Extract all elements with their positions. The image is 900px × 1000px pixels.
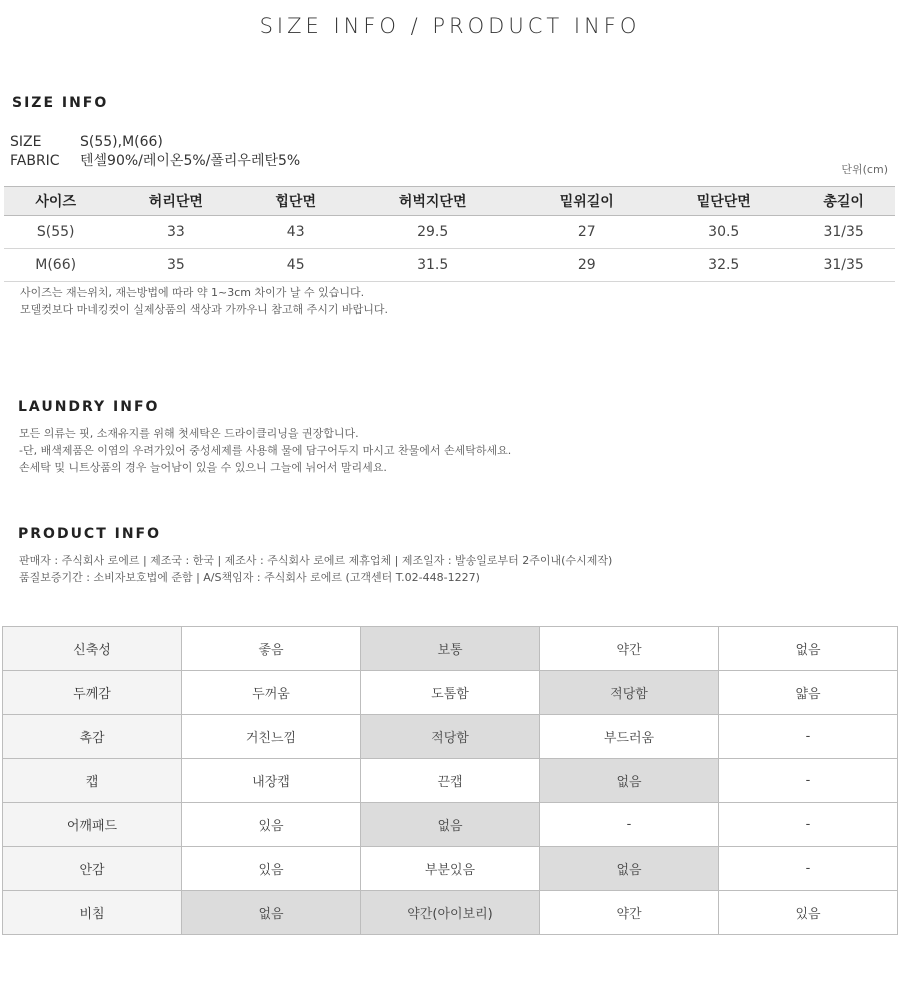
feel-option-cell: 있음 [182,847,361,891]
feel-option-cell: - [540,803,719,847]
size-notes [20,284,388,318]
feel-option-cell: 도톰함 [361,671,540,715]
size-table [4,186,895,282]
feel-option-cell: - [719,803,898,847]
size-spec [10,134,163,150]
size-label: SIZE [10,134,42,150]
feel-row-label: 촉감 [3,715,182,759]
feel-row [3,759,898,803]
table-cell: 35 [107,249,244,282]
table-cell: M(66) [4,249,107,282]
feel-row-label: 캡 [3,759,182,803]
page-title: SIZE INFO / PRODUCT INFO [259,14,641,38]
table-row [4,216,895,249]
table-cell: 33 [107,216,244,249]
table-cell: 45 [244,249,347,282]
feel-option-cell: 부분있음 [361,847,540,891]
feel-option-cell: 있음 [182,803,361,847]
feel-option-cell: 약간(아이보리) [361,891,540,935]
feel-option-cell: 약간 [540,891,719,935]
feel-row-label: 비침 [3,891,182,935]
product-notes [19,552,612,586]
table-cell: 31/35 [792,249,895,282]
feel-option-cell: 부드러움 [540,715,719,759]
fabric-feel-table [2,626,898,935]
product-info-heading: PRODUCT INFO [18,526,162,542]
fabric-label: FABRIC [10,153,60,169]
feel-option-cell: 없음 [361,803,540,847]
note-line: 사이즈는 재는위치, 재는방법에 따라 약 1~3cm 차이가 날 수 있습니다. [20,286,365,299]
feel-option-cell: - [719,847,898,891]
feel-option-cell: 보통 [361,627,540,671]
feel-row-label: 신축성 [3,627,182,671]
feel-row [3,803,898,847]
table-cell: 29 [518,249,655,282]
feel-row-label: 어깨패드 [3,803,182,847]
note-line: -단, 배색제품은 이염의 우려가있어 중성세제를 사용해 물에 담구어두지 마시고 찬물에서 손세탁하세요. [19,444,512,457]
feel-option-cell: 없음 [540,847,719,891]
size-info-heading: SIZE INFO [12,95,109,111]
column-header: 허벅지단면 [347,187,518,216]
table-cell: 43 [244,216,347,249]
feel-option-cell: 내장캡 [182,759,361,803]
feel-option-cell: 좋음 [182,627,361,671]
feel-option-cell: 얇음 [719,671,898,715]
feel-option-cell: 거친느낌 [182,715,361,759]
feel-option-cell: 끈캡 [361,759,540,803]
feel-option-cell: 있음 [719,891,898,935]
feel-option-cell: 없음 [182,891,361,935]
fabric-spec [10,150,300,170]
feel-row-label: 안감 [3,847,182,891]
column-header: 사이즈 [4,187,107,216]
feel-row [3,627,898,671]
size-table-header [4,187,895,216]
feel-option-cell: 두꺼움 [182,671,361,715]
feel-row [3,847,898,891]
unit-label: 단위(cm) [841,163,888,176]
note-line: 품질보증기간 : 소비자보호법에 준함 | A/S책임자 : 주식회사 로에르 (고객센터 T.02-448-1227) [19,571,480,584]
fabric-value: 텐셀90%/레이온5%/폴리우레탄5% [80,153,301,169]
feel-option-cell: 없음 [540,759,719,803]
feel-option-cell: 약간 [540,627,719,671]
laundry-notes [19,425,511,476]
table-cell: 27 [518,216,655,249]
table-cell: S(55) [4,216,107,249]
note-line: 손세탁 및 니트상품의 경우 늘어남이 있을 수 있으니 그늘에 뉘어서 말리세요. [19,461,387,474]
feel-row [3,715,898,759]
laundry-info-heading: LAUNDRY INFO [18,399,160,415]
column-header: 밑위길이 [518,187,655,216]
column-header: 밑단단면 [655,187,792,216]
column-header: 힙단면 [244,187,347,216]
feel-option-cell: 없음 [719,627,898,671]
note-line: 판매자 : 주식회사 로에르 | 제조국 : 한국 | 제조사 : 주식회사 로에르 제휴업체 | 제조일자 : 발송일로부터 2주이내(수시제작) [19,554,613,567]
feel-option-cell: - [719,759,898,803]
feel-option-cell: - [719,715,898,759]
column-header: 총길이 [792,187,895,216]
table-cell: 32.5 [655,249,792,282]
table-cell: 31/35 [792,216,895,249]
feel-row [3,891,898,935]
table-row [4,249,895,282]
feel-row [3,671,898,715]
table-cell: 31.5 [347,249,518,282]
table-cell: 29.5 [347,216,518,249]
size-value: S(55),M(66) [80,134,163,150]
feel-option-cell: 적당함 [540,671,719,715]
table-cell: 30.5 [655,216,792,249]
note-line: 모델컷보다 마네킹컷이 실제상품의 색상과 가까우니 참고해 주시기 바랍니다. [20,303,389,316]
note-line: 모든 의류는 핏, 소재유지를 위해 첫세탁은 드라이클리닝을 권장합니다. [19,427,359,440]
column-header: 허리단면 [107,187,244,216]
feel-row-label: 두께감 [3,671,182,715]
feel-option-cell: 적당함 [361,715,540,759]
